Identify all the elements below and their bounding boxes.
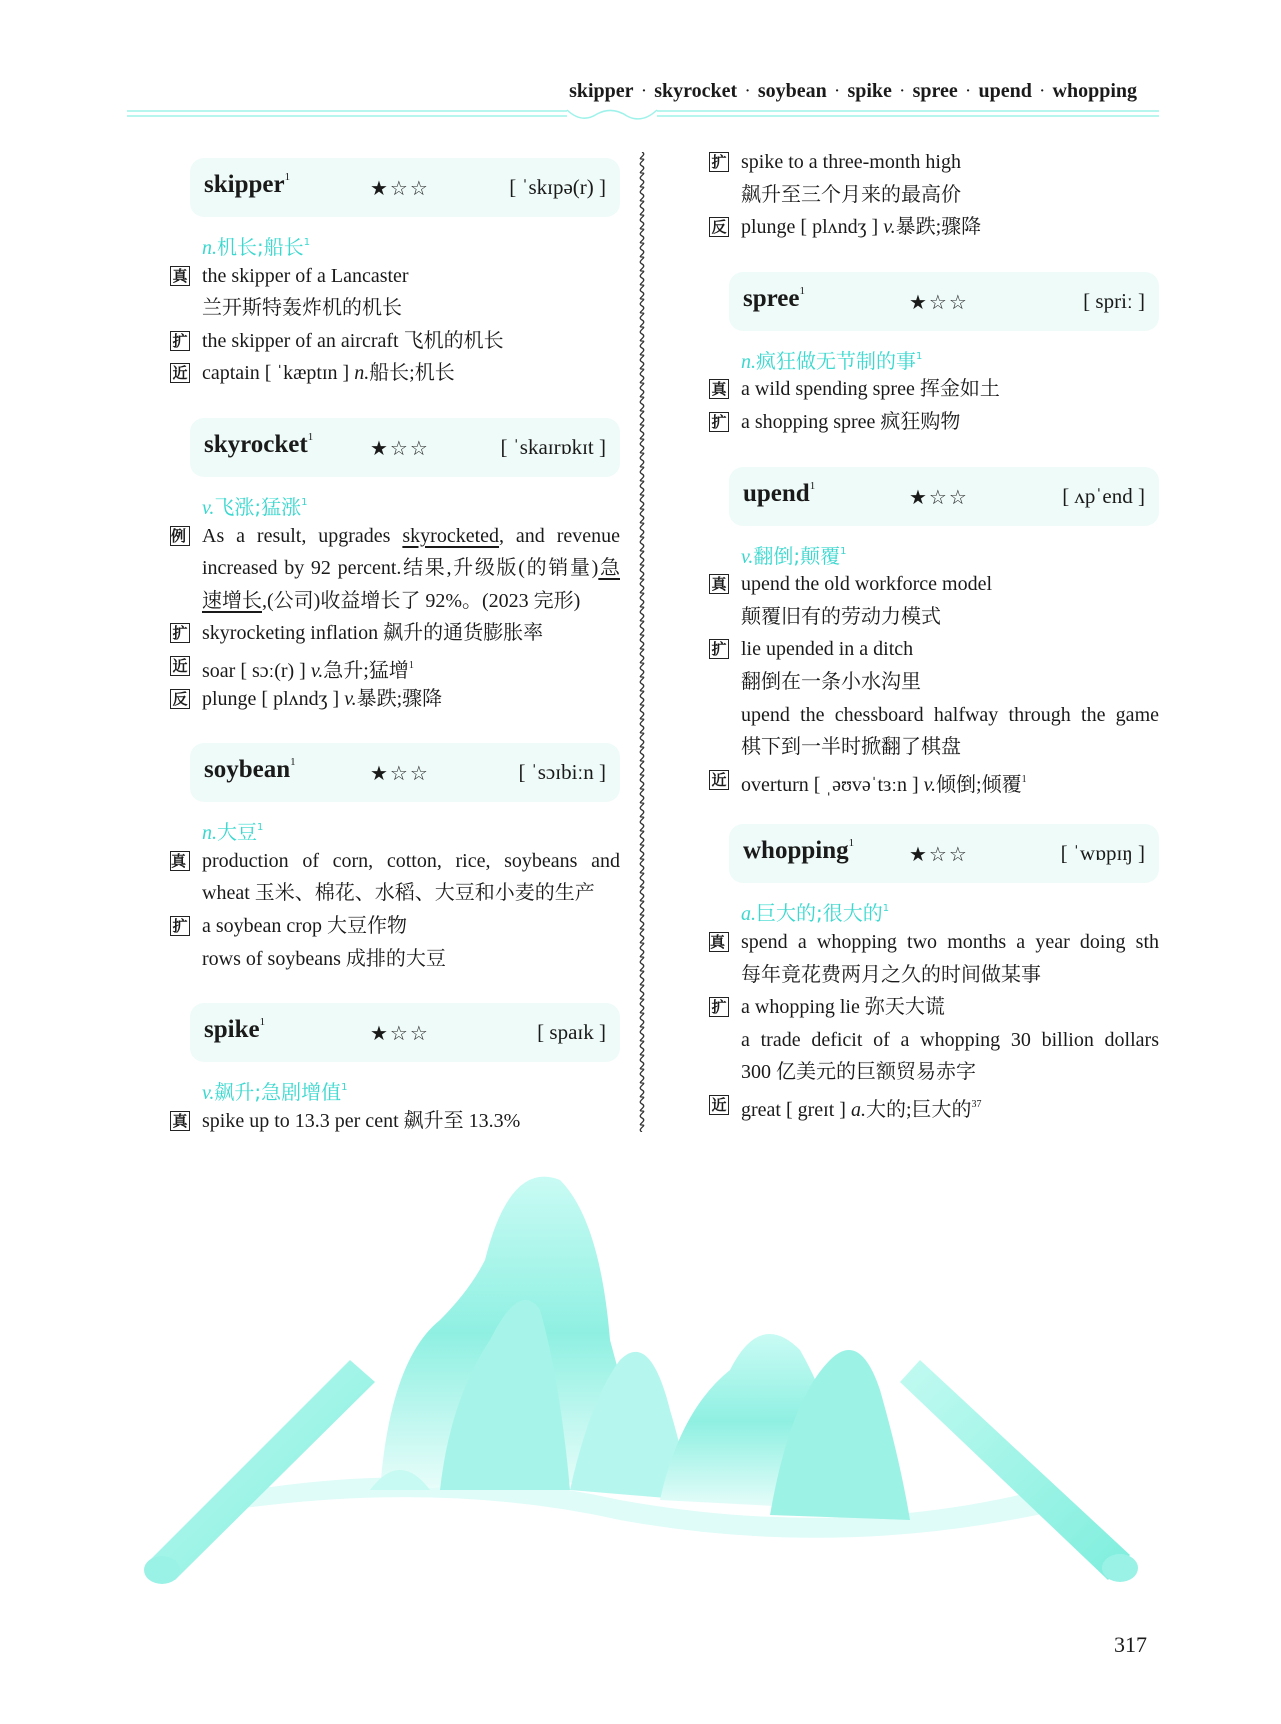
meaning [202, 227, 620, 260]
star-rating-icon: ★☆☆ [909, 844, 969, 867]
meaning-text: 机长;船长 [217, 235, 304, 259]
entry-line [168, 683, 620, 716]
headword-text: upend [743, 479, 810, 507]
headword-text: skipper [204, 171, 285, 198]
headword [743, 285, 805, 313]
entry-headword-box [190, 158, 620, 217]
superscript: 37 [971, 1098, 982, 1110]
line-text: spike to a three-month high [741, 151, 961, 173]
entry-line [168, 552, 620, 585]
label-extension-icon: 扩 [170, 916, 190, 936]
meaning-text: 巨大的;很大的 [756, 901, 883, 926]
headword [204, 171, 290, 199]
headword-text: whopping [743, 837, 849, 865]
headword [743, 480, 815, 508]
header-word: skipper [569, 80, 634, 102]
headword-superscript: 1 [848, 837, 855, 850]
headword-superscript: 1 [307, 430, 314, 443]
entry-headword-box [190, 418, 620, 477]
entry-line [707, 926, 1159, 959]
label-extension-icon: 扩 [709, 412, 729, 432]
label-extension-icon: 扩 [709, 997, 729, 1017]
label-real-exam-icon: 真 [170, 266, 190, 286]
dictionary-entry [168, 418, 620, 715]
label-real-exam-icon: 真 [709, 932, 729, 952]
line-text: plunge [ plʌndʒ ] [741, 216, 884, 239]
entry-line [168, 260, 620, 293]
label-antonym-icon: 反 [709, 217, 729, 237]
line-text: 大的;巨大的 [865, 1098, 972, 1121]
entry-line [707, 764, 1159, 797]
headword-superscript: 1 [259, 1016, 266, 1029]
entry-line [707, 179, 1159, 212]
label-antonym-icon: 反 [170, 689, 190, 709]
meaning-superscript: 1 [303, 237, 311, 248]
label-real-exam-icon: 真 [170, 1111, 190, 1131]
part-of-speech: v. [202, 1082, 215, 1105]
label-synonym-icon: 近 [170, 363, 190, 383]
star-rating-icon: ★☆☆ [909, 486, 969, 509]
label-extension-icon: 扩 [709, 639, 729, 659]
line-text: , and revenue [499, 524, 620, 547]
meaning-superscript: 1 [882, 903, 890, 915]
entry-line [168, 585, 620, 618]
label-real-exam-icon: 真 [709, 574, 729, 594]
entry-line [168, 325, 620, 358]
entry-line [168, 617, 620, 650]
part-of-speech: v. [741, 545, 754, 568]
headword-superscript: 1 [799, 284, 805, 297]
headword-superscript: 1 [809, 479, 816, 492]
label-synonym-icon: 近 [709, 770, 729, 790]
entry-line [168, 357, 620, 390]
phonetic: [ ʌpˈend ] [1062, 483, 1145, 508]
entry-line [168, 845, 620, 878]
meaning [741, 893, 1159, 926]
continued-entry [707, 146, 1159, 244]
line-text: As a result, upgrades [202, 524, 403, 547]
entry-line [168, 943, 620, 976]
scroll-landscape-illustration [140, 1160, 1150, 1590]
meaning-superscript: 1 [916, 350, 923, 362]
entry-line [168, 520, 620, 553]
entry-line [707, 211, 1159, 244]
line-text: skyrocketed [402, 524, 500, 547]
line-text: 暴跌;骤降 [895, 216, 982, 239]
meaning [741, 536, 1159, 569]
line-text: 兰开斯特轰炸机的机长 [202, 297, 402, 320]
part-of-speech: v. [202, 496, 215, 519]
line-text: skyrocketing inflation 飙升的通货膨胀率 [202, 622, 544, 645]
header-separator: · [1039, 84, 1045, 99]
meaning [202, 1072, 620, 1105]
part-of-speech: v. [883, 216, 896, 239]
header-separator: · [745, 84, 750, 99]
headword [204, 1016, 265, 1044]
line-text: spike up to 13.3 per cent 飙升至 13.3% [202, 1109, 521, 1132]
star-rating-icon: ★☆☆ [370, 178, 430, 200]
meaning [202, 487, 620, 520]
line-text: soar [ sɔː(r) ] [202, 659, 311, 682]
entry-line [707, 633, 1159, 666]
left-column [168, 158, 620, 1165]
entry-headword-box [729, 824, 1159, 883]
part-of-speech: n. [741, 350, 756, 373]
headword-text: skyrocket [204, 430, 308, 458]
line-text: the skipper of a Lancaster [202, 264, 409, 287]
header-rule [127, 108, 1159, 122]
running-header [569, 80, 1137, 103]
label-extension-icon: 扩 [709, 152, 729, 172]
phonetic: [ spriː ] [1083, 288, 1145, 313]
line-text: 300 亿美元的巨额贸易赤字 [741, 1061, 976, 1084]
label-synonym-icon: 近 [170, 656, 190, 676]
line-text: 暴跌;骤降 [356, 687, 443, 710]
label-extension-icon: 扩 [170, 623, 190, 643]
entry-headword-box [190, 743, 620, 802]
line-text: 速增长 [202, 589, 262, 612]
headword-text: spike [204, 1016, 260, 1044]
entry-line [707, 406, 1159, 439]
line-text: ,(公司)收益增长了 92%。(2023 完形) [262, 589, 581, 612]
entry-line [168, 910, 620, 943]
dictionary-entry [707, 824, 1159, 1121]
star-rating-icon: ★☆☆ [370, 763, 430, 786]
dictionary-entry [707, 272, 1159, 439]
entry-line [707, 373, 1159, 406]
part-of-speech: n. [354, 362, 370, 385]
line-text: 每年竟花费两月之久的时间做某事 [741, 963, 1041, 986]
entry-line [707, 731, 1159, 764]
header-separator: · [641, 84, 647, 99]
line-text: 倾倒;倾覆 [936, 773, 1022, 796]
label-real-exam-icon: 真 [170, 851, 190, 871]
entry-line [168, 650, 620, 683]
line-text: 棋下到一半时掀翻了棋盘 [741, 736, 961, 759]
phonetic: [ ˈskɪpə(r) ] [509, 175, 606, 199]
dictionary-entry [168, 743, 620, 975]
star-rating-icon: ★☆☆ [909, 291, 969, 314]
dictionary-entry [707, 467, 1159, 797]
part-of-speech: v. [310, 659, 324, 682]
meaning-text: 飙升;急剧增值 [214, 1080, 342, 1105]
entry-line [707, 568, 1159, 601]
meaning-text: 疯狂做无节制的事 [756, 348, 916, 373]
line-text: upend the chessboard halfway through the game [741, 703, 1159, 726]
line-text: spend a whopping two months a year doing sth [741, 930, 1159, 953]
line-text: the skipper of an aircraft 飞机的机长 [202, 329, 504, 352]
part-of-speech: n. [202, 237, 217, 259]
header-word: spree [912, 80, 958, 102]
header-word: skyrocket [654, 80, 738, 102]
header-word: spike [847, 80, 892, 102]
line-text: increased by 92 percent.结果,升级版(的销量) [202, 557, 599, 580]
phonetic: [ ˈwɒpɪŋ ] [1060, 841, 1145, 866]
superscript: 1 [408, 659, 414, 671]
line-text: a shopping spree 疯狂购物 [741, 410, 961, 433]
headword-text: soybean [204, 756, 291, 784]
part-of-speech: v. [344, 687, 357, 710]
header-separator: · [965, 84, 971, 99]
meaning [741, 341, 1159, 374]
page-number: 317 [1114, 1632, 1147, 1657]
headword [743, 837, 854, 865]
header-word: whopping [1052, 80, 1137, 102]
line-text: upend the old workforce model [741, 573, 993, 596]
entry-headword-box [729, 467, 1159, 526]
entry-line [168, 1105, 620, 1138]
meaning-text: 大豆 [217, 820, 257, 845]
line-text: a trade deficit of a whopping 30 billion dollars [741, 1028, 1159, 1051]
superscript: 1 [1021, 773, 1027, 785]
header-separator: · [899, 84, 905, 99]
phonetic: [ ˈsɔɪbiːn ] [518, 760, 606, 785]
line-text: 船长;机长 [369, 362, 455, 385]
meaning-superscript: 1 [301, 496, 308, 508]
header-separator: · [834, 84, 840, 99]
entry-line [707, 601, 1159, 634]
meaning-superscript: 1 [257, 822, 264, 834]
meaning-text: 飞涨;猛涨 [214, 494, 302, 519]
line-text: 颠覆旧有的劳动力模式 [741, 605, 941, 628]
line-text: wheat 玉米、棉花、水稻、大豆和小麦的生产 [202, 882, 595, 905]
headword [204, 756, 296, 784]
phonetic: [ ˈskaɪrɒkɪt ] [500, 434, 606, 459]
line-text: production of corn, cotton, rice, soybeans and [202, 849, 620, 872]
line-text: 急 [598, 557, 620, 580]
label-example-icon: 例 [170, 526, 190, 546]
line-text: great [ greɪt ] [741, 1098, 851, 1121]
column-divider [634, 152, 650, 1132]
headword [204, 431, 313, 459]
header-word: soybean [757, 80, 827, 102]
entry-line [707, 1024, 1159, 1057]
label-synonym-icon: 近 [709, 1095, 729, 1115]
label-extension-icon: 扩 [170, 331, 190, 351]
line-text: captain [ ˈkæptɪn ] [202, 362, 355, 385]
line-text: overturn [ ˌəʊvəˈtɜːn ] [741, 773, 924, 796]
line-text: 飙升至三个月来的最高价 [741, 183, 961, 206]
entry-headword-box [190, 1003, 620, 1062]
entry-line [168, 292, 620, 325]
label-real-exam-icon: 真 [709, 379, 729, 399]
phonetic: [ spaɪk ] [537, 1020, 606, 1045]
entry-headword-box [729, 272, 1159, 331]
entry-line [707, 1089, 1159, 1122]
headword-superscript: 1 [284, 171, 291, 183]
entry-line [707, 991, 1159, 1024]
dictionary-entry [168, 158, 620, 390]
star-rating-icon: ★☆☆ [370, 1023, 430, 1046]
part-of-speech: a. [850, 1098, 866, 1121]
right-column [707, 146, 1159, 1149]
star-rating-icon: ★☆☆ [370, 437, 430, 460]
part-of-speech: a. [741, 903, 756, 926]
line-text: 翻倒在一条小水沟里 [741, 670, 921, 693]
meaning [202, 812, 620, 845]
meaning-text: 翻倒;颠覆 [753, 543, 841, 568]
line-text: lie upended in a ditch [741, 638, 914, 661]
entry-line [168, 877, 620, 910]
line-text: rows of soybeans 成排的大豆 [202, 947, 446, 970]
entry-line [707, 1056, 1159, 1089]
entry-line [707, 146, 1159, 179]
meaning-superscript: 1 [840, 545, 847, 557]
line-text: a whopping lie 弥天大谎 [741, 996, 945, 1019]
header-word: upend [978, 80, 1032, 102]
headword-superscript: 1 [290, 756, 296, 769]
meaning-superscript: 1 [341, 1082, 348, 1094]
line-text: a wild spending spree 挥金如土 [741, 378, 1000, 401]
line-text: 急升;猛增 [323, 659, 409, 682]
dictionary-entry [168, 1003, 620, 1137]
line-text: plunge [ plʌndʒ ] [202, 687, 345, 710]
entry-line [707, 699, 1159, 732]
part-of-speech: v. [923, 773, 937, 796]
line-text: a soybean crop 大豆作物 [202, 914, 407, 937]
headword-text: spree [743, 284, 800, 312]
entry-line [707, 959, 1159, 992]
entry-line [707, 666, 1159, 699]
part-of-speech: n. [202, 822, 217, 845]
